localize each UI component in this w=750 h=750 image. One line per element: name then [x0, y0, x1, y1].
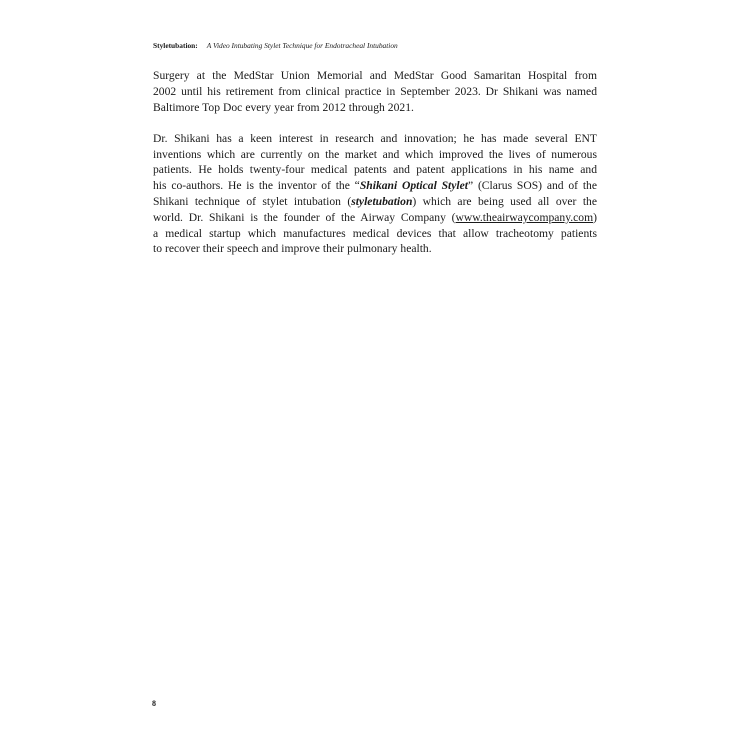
paragraph-1: [153, 68, 597, 115]
text-line: [153, 210, 597, 226]
text-line: [153, 194, 597, 210]
text-line: 2002 until his retirement from clinical practice in September 2023. Dr Shikani was named: [153, 84, 597, 98]
text-line: Dr. Shikani has a keen interest in research and innovation; he has made several ENT: [153, 131, 597, 145]
text-segment: ) which are being used all over the: [412, 195, 597, 209]
text-segment: ): [593, 210, 597, 224]
running-header: [153, 41, 613, 51]
text-line: patients. He holds twenty-four medical patents and patent applications in his name and: [153, 163, 597, 177]
product-name-emphasis: Shikani Optical Stylet: [359, 179, 468, 193]
body-text: [153, 68, 597, 273]
text-line: [153, 178, 597, 194]
company-website-link[interactable]: www.theairwaycompany.com: [455, 210, 594, 224]
header-subtitle: A Video Intubating Stylet Technique for Endotracheal Intubation: [206, 41, 398, 50]
text-segment: Shikani technique of stylet intubation (: [153, 195, 352, 209]
paragraph-2: [153, 131, 597, 257]
header-title: Styletubation:: [153, 41, 198, 50]
technique-name-emphasis: styletubation: [351, 195, 413, 209]
text-segment: ” (Clarus SOS) and of the: [468, 179, 597, 193]
text-segment: world. Dr. Shikani is the founder of the Airway Company (: [153, 210, 456, 224]
text-segment: his co-authors. He is the inventor of the “: [153, 179, 360, 193]
text-line: to recover their speech and improve their pulmonary health.: [153, 242, 432, 256]
text-line: inventions which are currently on the market and which improved the lives of numerous: [153, 147, 597, 161]
text-line: a medical startup which manufactures medical devices that allow tracheotomy patients: [153, 226, 597, 240]
text-line: Baltimore Top Doc every year from 2012 through 2021.: [153, 100, 414, 114]
page-number: 8: [152, 699, 156, 708]
text-line: Surgery at the MedStar Union Memorial and MedStar Good Samaritan Hospital from: [153, 69, 597, 82]
